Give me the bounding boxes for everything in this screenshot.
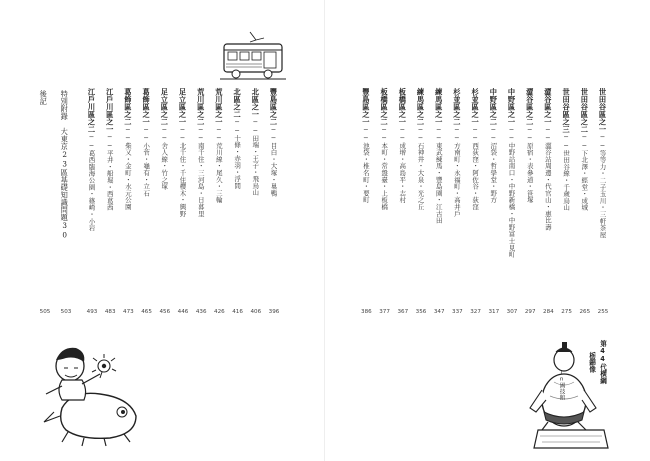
toc-ward-name: 板橋區之一: [398, 88, 408, 126]
toc-entry[interactable]: [270, 88, 278, 197]
toc-entry[interactable]: [526, 88, 534, 203]
toc-places: 北千住・千住櫻木・興野: [178, 142, 187, 217]
toc-ward-name: 澀谷區之二: [525, 88, 535, 126]
toc-entry[interactable]: [453, 88, 461, 217]
toc-page-number: 367: [397, 309, 409, 315]
toc-places: 本町・常盤臺・上板橋: [380, 142, 389, 211]
toc-places: 世田谷線・千歲烏山: [562, 149, 571, 211]
toc-places: 舍人線・竹之塚: [160, 142, 169, 190]
toc-separator: ──: [489, 125, 498, 143]
toc-places: 荒川線・尾久・三輪: [214, 142, 223, 204]
toc-page-number: 347: [433, 309, 445, 315]
toc-page-number: 396: [268, 309, 280, 315]
toc-entry[interactable]: [234, 88, 242, 189]
toc-separator: ──: [196, 125, 205, 143]
toc-separator: ──: [380, 125, 389, 143]
toc-page-number: 356: [415, 309, 427, 315]
toc-separator: ──: [416, 125, 425, 143]
toc-entry[interactable]: [106, 88, 114, 211]
toc-separator: ──: [269, 125, 278, 143]
tram-illustration: [220, 30, 286, 82]
sumo-caption-line1: 第44代横綱: [598, 340, 607, 385]
toc-separator: ──: [251, 118, 260, 135]
toc-ward-name: 北區之二: [233, 88, 243, 118]
toc-places: 成增・高島平・志村: [398, 142, 407, 204]
toc-places: 澀谷站周邊・代官山・惠比壽: [543, 142, 552, 231]
toc-entry[interactable]: [197, 88, 205, 217]
sumo-caption-line2: 栃錦像: [587, 352, 596, 373]
toc-separator: ──: [178, 125, 187, 143]
postscript-page: 505: [39, 309, 51, 315]
toc-page-number: 446: [177, 309, 189, 315]
toc-places: 平井・船堀・西葛西: [105, 149, 114, 211]
toc-page-number: 327: [470, 309, 481, 315]
toc-entry[interactable]: [417, 88, 425, 210]
toc-separator: ──: [452, 125, 461, 143]
toc-separator: ──: [598, 133, 607, 150]
toc-separator: ──: [87, 133, 96, 150]
toc-separator: ──: [398, 125, 407, 143]
toc-ward-name: 中野區之二: [489, 88, 499, 126]
toc-places: 西荻窪・阿佐谷・荻窪: [471, 142, 480, 211]
toc-separator: ──: [142, 125, 151, 143]
toc-page-number: 456: [159, 309, 171, 315]
toc-entry[interactable]: [508, 88, 516, 258]
toc-separator: ──: [525, 125, 534, 143]
toc-page-number: 416: [232, 309, 243, 315]
special-appendix-title: 特別附錄 大東京23區基礎知識問題30: [60, 90, 70, 240]
toc-page-number: 386: [361, 309, 372, 315]
special-appendix-page: 503: [60, 309, 72, 315]
toc-ward-name: 足立區之二: [160, 88, 170, 126]
toc-places: 柴又・金町・水元公園: [123, 142, 132, 211]
postscript-title: 後記: [39, 90, 49, 105]
toc-separator: ──: [434, 125, 443, 143]
toc-ward-name: 練馬區之一: [434, 88, 444, 126]
toc-places: 下北澤・經堂・成城: [580, 149, 589, 211]
toc-separator: ──: [543, 125, 552, 143]
toc-page-number: 265: [579, 309, 591, 315]
toc-places: 目白・大塚・巢鴨: [269, 142, 278, 197]
toc-separator: ──: [214, 125, 223, 143]
toc-ward-name: 荒川區之二: [196, 88, 206, 126]
toc-page-number: 483: [104, 309, 116, 315]
toc-places: 南千住・三河島・日暮里: [196, 142, 205, 217]
toc-ward-name: 江戶川區之一: [105, 88, 115, 133]
toc-entry[interactable]: [399, 88, 407, 203]
toc-places: 沼袋・哲學堂・野方: [489, 142, 498, 204]
toc-separator: ──: [160, 125, 169, 143]
toc-places: 東武練馬・豐島園・江古田: [434, 142, 443, 224]
toc-ward-name: 世田谷區之三: [562, 88, 572, 133]
toc-page-number: 284: [543, 309, 554, 315]
toc-entry[interactable]: [435, 88, 443, 224]
toc-page-number: 337: [452, 309, 463, 315]
sumo-caption-small: in國技館: [558, 370, 565, 401]
toc-places: 原宿・表參道・笹塚: [525, 142, 534, 204]
toc-places: 方南町・永福町・高井戶: [452, 142, 461, 217]
toc-ward-name: 江戶川區之二: [87, 88, 97, 133]
toc-page-number: 297: [524, 309, 536, 315]
toc-page-number: 426: [214, 309, 225, 315]
toc-separator: ──: [233, 118, 242, 135]
toc-page-number: 255: [597, 309, 609, 315]
toc-entry[interactable]: [544, 88, 552, 231]
toc-entry[interactable]: [490, 88, 498, 203]
toc-page-number: 377: [379, 309, 390, 315]
toc-places: 田端・王子・飛鳥山: [251, 134, 260, 196]
toc-ward-name: 澀谷區之一: [543, 88, 553, 126]
toc-entry[interactable]: [472, 88, 480, 210]
toc-ward-name: 荒川區之一: [214, 88, 224, 126]
toc-separator: ──: [123, 125, 132, 143]
toc-separator: ──: [361, 125, 370, 143]
toc-entry[interactable]: [381, 88, 389, 210]
toc-separator: ──: [562, 133, 571, 150]
toc-entry[interactable]: [143, 88, 151, 197]
toc-ward-name: 練馬區之二: [416, 88, 426, 126]
toc-separator: ──: [105, 133, 114, 150]
toc-places: 石神井・大泉・光之丘: [416, 142, 425, 211]
toc-places: 十條・赤羽・浮間: [233, 134, 242, 190]
toc-page-number: 493: [86, 309, 98, 315]
toc-separator: ──: [471, 125, 480, 143]
toc-entry[interactable]: [599, 88, 607, 238]
toc-entry[interactable]: [563, 88, 571, 211]
toc-entry[interactable]: [362, 88, 370, 203]
toc-separator: ──: [580, 133, 589, 150]
toc-ward-name: 世田谷區之二: [580, 88, 590, 133]
toc-places: 葛西臨海公園・篠崎・小岩: [87, 149, 96, 232]
toc-page-number: 275: [561, 309, 572, 315]
toc-places: 池袋・椎名町・要町: [361, 142, 370, 204]
toc-entry[interactable]: [252, 88, 260, 196]
toc-ward-name: 北區之一: [251, 88, 261, 118]
toc-separator: ──: [507, 125, 516, 143]
toc-ward-name: 足立區之一: [178, 88, 188, 126]
toc-page-number: 406: [250, 309, 262, 315]
toc-ward-name: 世田谷區之一: [598, 88, 608, 133]
toc-page-number: 473: [123, 309, 134, 315]
toc-page-number: 436: [195, 309, 207, 315]
toc-ward-name: 葛飾區之一: [142, 88, 152, 126]
toc-ward-name: 豐島區之二: [269, 88, 279, 126]
toc-entry[interactable]: [161, 88, 169, 190]
toc-places: 小菅・龜有・立石: [142, 142, 151, 197]
toc-page-number: 307: [506, 309, 518, 315]
toc-page-number: 465: [141, 309, 152, 315]
toc-ward-name: 豐島區之一: [361, 88, 371, 126]
toc-entry[interactable]: [88, 88, 96, 231]
toc-entry[interactable]: [581, 88, 589, 211]
toc-ward-name: 葛飾區之二: [123, 88, 133, 126]
toc-entry[interactable]: [124, 88, 132, 210]
toc-ward-name: 杉並區之一: [471, 88, 481, 126]
toc-places: 等等力・二子玉川・三軒茶屋: [598, 149, 607, 239]
toc-page-number: 317: [488, 309, 500, 315]
toc-places: 中野站南口・中野新橋・中野富士見町: [507, 142, 516, 258]
toc-entry[interactable]: [179, 88, 187, 217]
man-riding-creature-illustration: [32, 338, 162, 448]
toc-entry[interactable]: [215, 88, 223, 203]
toc-ward-name: 板橋區之二: [380, 88, 390, 126]
toc-ward-name: 中野區之一: [507, 88, 517, 126]
toc-ward-name: 杉並區之二: [452, 88, 462, 126]
